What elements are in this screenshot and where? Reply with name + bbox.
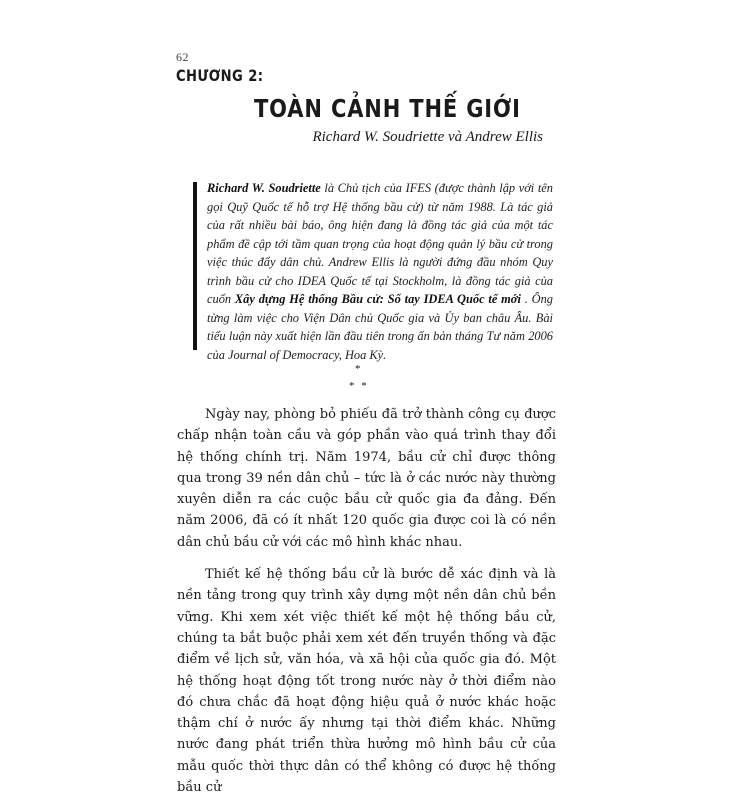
paragraph: Ngày nay, phòng bỏ phiếu đã trở thành công cụ được chấp nhận toàn cầu và góp phần vào quá trình thay đổi hệ thống chính trị. Năm 1974, bầu cử chỉ được thông qua trong 39 nền dân chủ – tức là ở các nước này thường xuyên diễn ra các cuộc bầu cử quốc gia đa đảng. Đến năm 2006, đã có ít nhất 120 quốc gia được coi là có nền dân chủ bầu cử với các mô hình khác nhau. <box>177 407 556 550</box>
bio-text-part2: . Ông từng làm việc cho Viện Dân chủ Quốc gia và Ủy ban châu Âu. Bài tiểu luận này xuất hiện lần đầu tiên trong ấn bản tháng Tư năm 2006 của Journal of Democracy, Hoa Kỳ. <box>207 292 554 362</box>
body-text <box>177 404 556 798</box>
chapter-label: CHƯƠNG 2: <box>176 66 264 85</box>
chapter-authors: Richard W. Soudriette và Andrew Ellis <box>312 129 543 145</box>
bio-book-title: Xây dựng Hệ thống Bầu cử: Sổ tay IDEA Quốc tế mới <box>234 292 521 306</box>
bio-text-part1: là Chủ tịch của IFES (được thành lập với tên gọi Quỹ Quốc tế hỗ trợ Hệ thống bầu cử) từ năm 1988. Là tác giả của rất nhiều bài báo, ông hiện đang là đồng tác giả của một tác phẩm đề cập tới tầm quan trọng của hoạt động quản lý bầu cử trong việc thúc đẩy dân chủ. Andrew Ellis là người đứng đầu nhóm Quy trình bầu cử cho IDEA Quốc tế tại Stockholm, là đồng tác giả của cuốn <box>207 181 553 306</box>
bio-side-bar <box>193 182 197 350</box>
separator-top: * <box>355 363 361 375</box>
author-bio <box>207 179 553 364</box>
page-number: 62 <box>176 50 189 64</box>
bio-author-name: Richard W. Soudriette <box>207 181 321 195</box>
chapter-title: TOÀN CẢNH THẾ GIỚI <box>254 94 521 123</box>
paragraph: Thiết kế hệ thống bầu cử là bước dễ xác định và là nền tảng trong quy trình xây dựng một nền dân chủ bền vững. Khi xem xét việc thiết kế một hệ thống bầu cử, chúng ta bắt buộc phải xem xét đến truyền thống và đặc điểm về lịch sử, văn hóa, và xã hội của quốc gia đó. Một hệ thống hoạt động tốt trong nước này ở thời điểm nào đó chưa chắc đã hoạt động hiệu quả ở nước khác hoặc thậm chí ở nước ấy nhưng tại thời điểm khác. Những nước đang phát triển thừa hưởng mô hình bầu cử của mẫu quốc thời thực dân có thể không có được hệ thống bầu cử <box>177 567 556 796</box>
separator-bottom: * * <box>349 380 369 392</box>
